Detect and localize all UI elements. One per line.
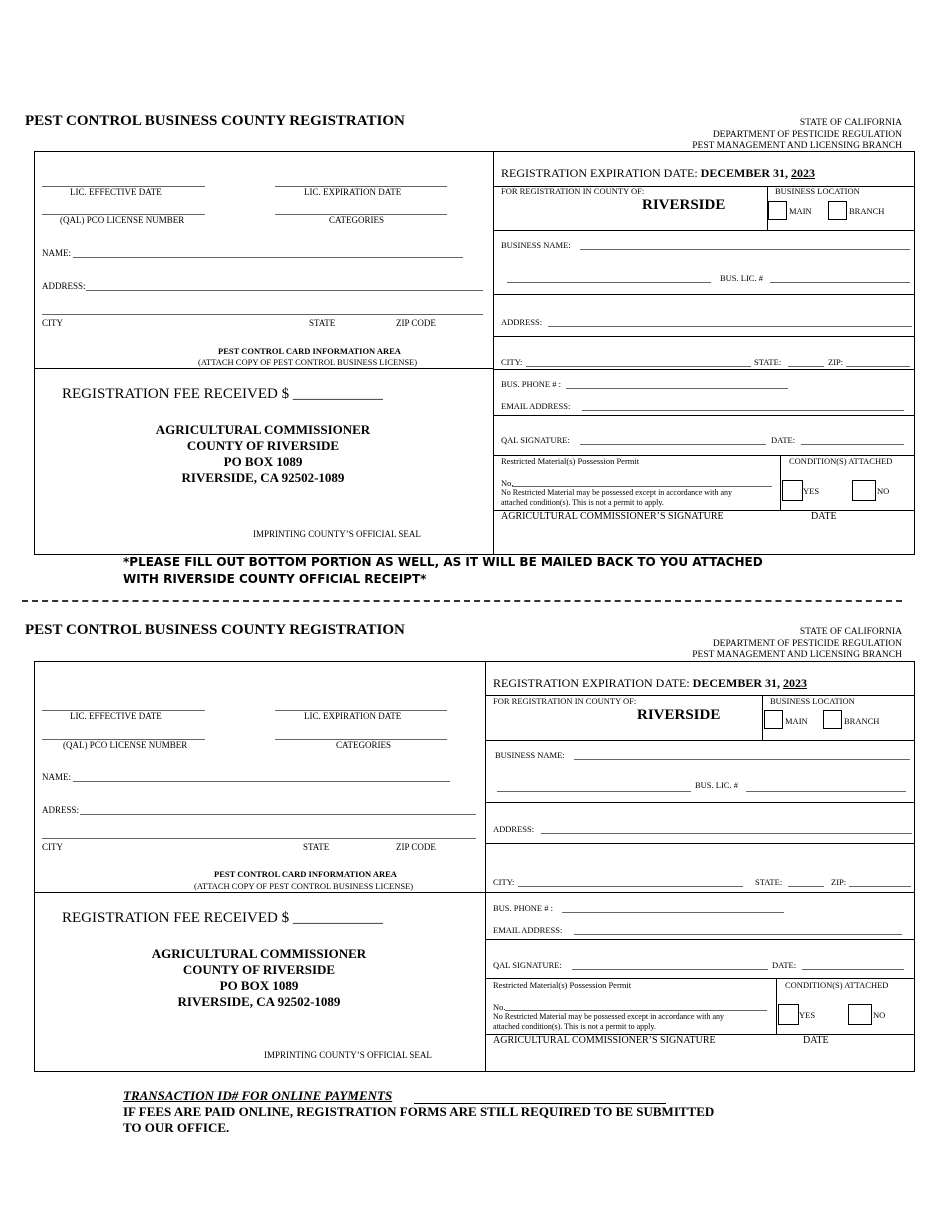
branch-label: BRANCH — [844, 716, 880, 726]
address-label: ADDRESS: — [42, 281, 86, 291]
commissioner-line: PO BOX 1089 — [219, 978, 299, 993]
business-zip-label: ZIP: — [828, 357, 844, 367]
state-label: STATE — [303, 842, 330, 852]
commissioner-line: COUNTY OF RIVERSIDE — [182, 962, 336, 977]
agency-line: DEPARTMENT OF PESTICIDE REGULATION — [712, 638, 902, 649]
commissioner-address — [129, 946, 389, 1010]
card-area-title: PEST CONTROL CARD INFORMATION AREA — [218, 346, 401, 356]
agency-line: DEPARTMENT OF PESTICIDE REGULATION — [712, 129, 902, 140]
qal-date-label: DATE: — [771, 435, 796, 445]
agency-header — [692, 627, 902, 662]
name-label: NAME: — [42, 772, 71, 782]
agency-line: STATE OF CALIFORNIA — [799, 627, 902, 637]
yes-label: YES — [799, 1010, 816, 1020]
reg-exp-label: REGISTRATION EXPIRATION DATE: — [493, 676, 690, 690]
county-label: FOR REGISTRATION IN COUNTY OF: — [501, 186, 645, 196]
conditions-label: CONDITION(S) ATTACHED — [789, 456, 893, 466]
main-label: MAIN — [785, 716, 808, 726]
business-address-label: ADDRESS: — [493, 824, 535, 834]
cut-line — [22, 600, 902, 602]
conditions-yes-checkbox[interactable] — [778, 1004, 799, 1025]
zip-label: ZIP CODE — [396, 318, 436, 328]
reg-exp-year: 2023 — [791, 166, 816, 180]
conditions-no-checkbox[interactable] — [852, 480, 876, 501]
city-label: CITY — [42, 318, 63, 328]
card-area-title: PEST CONTROL CARD INFORMATION AREA — [214, 869, 397, 879]
branch-checkbox[interactable] — [823, 710, 842, 729]
business-location-label: BUSINESS LOCATION — [775, 186, 860, 196]
yes-label: YES — [803, 486, 820, 496]
business-name-label: BUSINESS NAME: — [495, 750, 565, 760]
bus-lic-label: BUS. LIC. # — [695, 780, 738, 790]
business-state-label: STATE: — [755, 877, 783, 887]
agency-line: PEST MANAGEMENT AND LICENSING BRANCH — [692, 650, 902, 660]
qal-signature-label: QAL SIGNATURE: — [501, 435, 570, 445]
categories-label: CATEGORIES — [336, 740, 392, 750]
county-label: FOR REGISTRATION IN COUNTY OF: — [493, 696, 637, 706]
fee-received: REGISTRATION FEE RECEIVED $ ____________ — [62, 910, 383, 926]
name-label: NAME: — [42, 248, 71, 258]
commissioner-line: RIVERSIDE, CA 92502-1089 — [181, 470, 345, 485]
transaction-id-label: TRANSACTION ID# FOR ONLINE PAYMENTS — [123, 1088, 393, 1103]
note-line: IF FEES ARE PAID ONLINE, REGISTRATION FORMS ARE STILL REQUIRED TO BE SUBMITTED — [123, 1104, 715, 1119]
form-title: PEST CONTROL BUSINESS COUNTY REGISTRATION — [25, 113, 405, 129]
pco-license-number-label: (QAL) PCO LICENSE NUMBER — [63, 740, 188, 750]
fill-bottom-note — [123, 554, 763, 588]
reg-exp-year: 2023 — [783, 676, 808, 690]
state-label: STATE — [309, 318, 336, 328]
county-value: RIVERSIDE — [637, 707, 721, 723]
address-label: ADRESS: — [42, 805, 80, 815]
zip-label: ZIP CODE — [396, 842, 436, 852]
official-seal-label: IMPRINTING COUNTY’S OFFICIAL SEAL — [253, 529, 421, 539]
lic-effective-date-label: LIC. EFFECTIVE DATE — [70, 187, 162, 197]
business-location-label: BUSINESS LOCATION — [770, 696, 855, 706]
bus-phone-label: BUS. PHONE # : — [501, 379, 561, 389]
no-label: NO — [877, 486, 890, 496]
main-checkbox[interactable] — [764, 710, 783, 729]
commissioner-line: COUNTY OF RIVERSIDE — [186, 438, 340, 453]
email-label: EMAIL ADDRESS: — [501, 401, 571, 411]
restricted-note: attached condition(s). This is not a permit to apply. — [501, 498, 664, 507]
qal-date-label: DATE: — [772, 960, 797, 970]
form-title: PEST CONTROL BUSINESS COUNTY REGISTRATION — [25, 622, 405, 638]
permit-no-label: No. — [501, 478, 514, 488]
main-checkbox[interactable] — [768, 201, 787, 220]
main-label: MAIN — [789, 206, 812, 216]
official-seal-label: IMPRINTING COUNTY’S OFFICIAL SEAL — [264, 1050, 432, 1060]
reg-exp-date: DECEMBER 31, — [700, 166, 789, 180]
city-label: CITY — [42, 842, 63, 852]
branch-checkbox[interactable] — [828, 201, 847, 220]
card-area-subtitle: (ATTACH COPY OF PEST CONTROL BUSINESS LICENSE) — [198, 357, 418, 367]
conditions-yes-checkbox[interactable] — [782, 480, 803, 501]
ag-signature-date-label: DATE — [803, 1035, 829, 1046]
business-city-label: CITY: — [493, 877, 515, 887]
agency-line: STATE OF CALIFORNIA — [799, 118, 902, 128]
restricted-note: No Restricted Material may be possessed except in accordance with any — [493, 1012, 725, 1021]
restricted-note: No Restricted Material may be possessed except in accordance with any — [501, 488, 733, 497]
fee-received: REGISTRATION FEE RECEIVED $ ____________ — [62, 386, 383, 402]
conditions-no-checkbox[interactable] — [848, 1004, 872, 1025]
bus-lic-label: BUS. LIC. # — [720, 273, 763, 283]
note-line: *PLEASE FILL OUT BOTTOM PORTION AS WELL, AS IT WILL BE MAILED BACK TO YOU ATTACHED — [123, 555, 763, 569]
reg-exp-date: DECEMBER 31, — [692, 676, 781, 690]
ag-signature-label: AGRICULTURAL COMMISSIONER’S SIGNATURE — [493, 1035, 716, 1046]
county-value: RIVERSIDE — [642, 197, 726, 213]
reg-exp-label: REGISTRATION EXPIRATION DATE: — [501, 166, 698, 180]
lic-expiration-date-label: LIC. EXPIRATION DATE — [304, 187, 402, 197]
note-line: TO OUR OFFICE. — [123, 1120, 230, 1135]
business-name-label: BUSINESS NAME: — [501, 240, 571, 250]
restricted-permit-label: Restricted Material(s) Possession Permit — [501, 456, 640, 466]
card-area-subtitle: (ATTACH COPY OF PEST CONTROL BUSINESS LICENSE) — [194, 881, 414, 891]
lic-expiration-date-label: LIC. EXPIRATION DATE — [304, 711, 402, 721]
permit-no-label: No. — [493, 1002, 506, 1012]
restricted-permit-label: Restricted Material(s) Possession Permit — [493, 980, 632, 990]
qal-signature-label: QAL SIGNATURE: — [493, 960, 562, 970]
pco-license-number-label: (QAL) PCO LICENSE NUMBER — [60, 215, 185, 225]
business-state-label: STATE: — [754, 357, 782, 367]
restricted-note: attached condition(s). This is not a permit to apply. — [493, 1022, 656, 1031]
online-payment-note — [123, 1104, 714, 1136]
note-line: WITH RIVERSIDE COUNTY OFFICIAL RECEIPT* — [123, 572, 427, 586]
business-city-label: CITY: — [501, 357, 523, 367]
agency-line: PEST MANAGEMENT AND LICENSING BRANCH — [692, 141, 902, 151]
bus-phone-label: BUS. PHONE # : — [493, 903, 553, 913]
no-label: NO — [873, 1010, 886, 1020]
ag-signature-label: AGRICULTURAL COMMISSIONER’S SIGNATURE — [501, 511, 724, 522]
branch-label: BRANCH — [849, 206, 885, 216]
business-zip-label: ZIP: — [831, 877, 847, 887]
email-label: EMAIL ADDRESS: — [493, 925, 563, 935]
commissioner-line: RIVERSIDE, CA 92502-1089 — [177, 994, 341, 1009]
conditions-label: CONDITION(S) ATTACHED — [785, 980, 889, 990]
ag-signature-date-label: DATE — [811, 511, 837, 522]
commissioner-line: AGRICULTURAL COMMISSIONER — [151, 946, 367, 961]
commissioner-address — [133, 422, 393, 486]
agency-header — [692, 118, 902, 153]
business-address-label: ADDRESS: — [501, 317, 543, 327]
reg-expiration — [501, 166, 815, 181]
lic-effective-date-label: LIC. EFFECTIVE DATE — [70, 711, 162, 721]
categories-label: CATEGORIES — [329, 215, 385, 225]
reg-expiration — [493, 676, 807, 691]
commissioner-line: AGRICULTURAL COMMISSIONER — [155, 422, 371, 437]
commissioner-line: PO BOX 1089 — [223, 454, 303, 469]
